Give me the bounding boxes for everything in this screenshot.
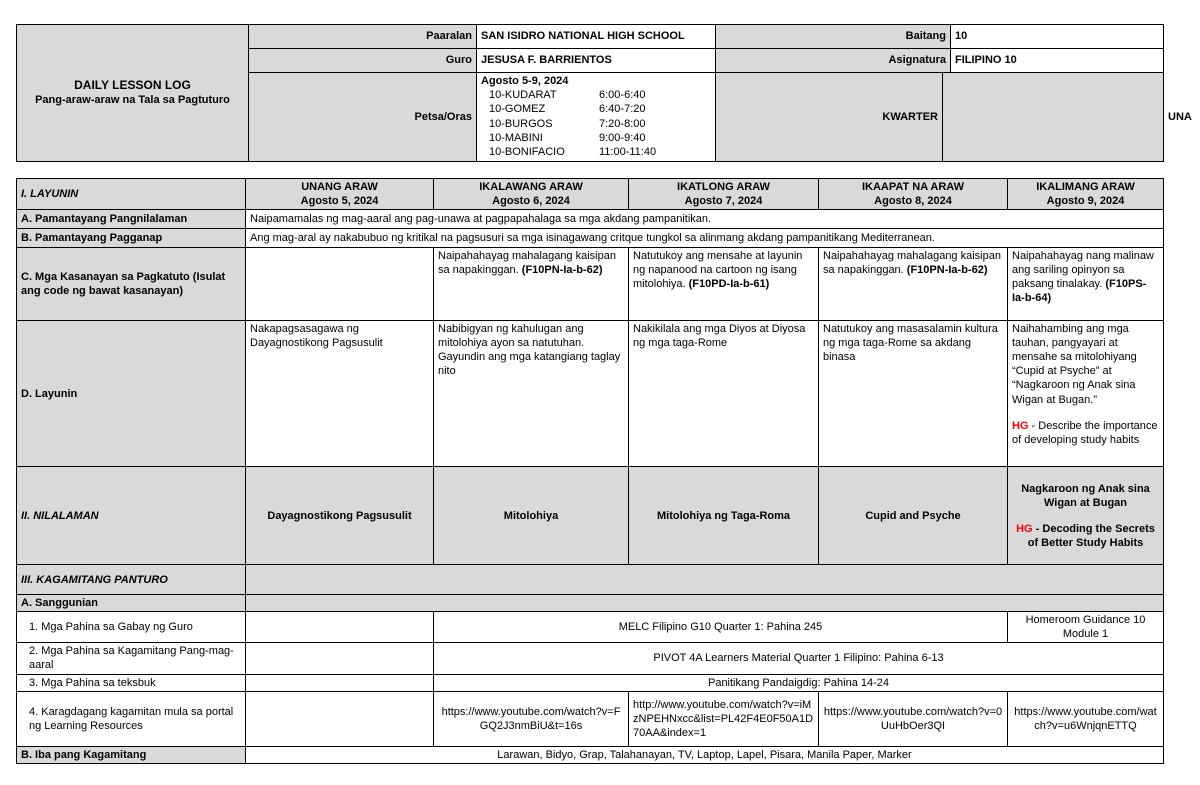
hg-note <box>1012 419 1159 447</box>
day-header <box>434 179 629 210</box>
table-row <box>17 229 1164 248</box>
empty-cell <box>246 612 434 643</box>
petsa-date: Agosto 5-9, 2024 <box>481 75 569 87</box>
iba-value: Larawan, Bidyo, Grap, Talahanayan, TV, Laptop, Lapel, Pisara, Manila Paper, Marker <box>246 746 1164 763</box>
pangnilalaman-value: Naipamamalas ng mag-aaral ang pag-unawa at pagpapahalaga sa mga akdang pampanitikan. <box>246 210 1164 229</box>
hg-text: - Describe the importance of developing study habits <box>1012 419 1158 446</box>
teksbuk-label: 3. Mga Pahina sa teksbuk <box>17 674 246 691</box>
kasanayan-text: Naipahahayag nang malinaw ang sariling opinyon sa paksang tinalakay. <box>1012 250 1154 291</box>
schedule-time: 11:00-11:40 <box>599 146 657 159</box>
iba-label: B. Iba pang Kagamitang <box>17 746 246 763</box>
nilalaman-cell: Mitolohiya ng Taga-Roma <box>629 467 819 565</box>
day-header <box>1008 179 1164 210</box>
pagganap-label: B. Pamantayang Pagganap <box>17 229 246 248</box>
gabay-value: MELC Filipino G10 Quarter 1: Pahina 245 <box>434 612 1008 643</box>
layunin-heading: I. LAYUNIN <box>17 179 246 210</box>
kasanayan-text: Natutukoy ang mensahe at layunin ng napanood na cartoon ng isang mitolohiya. <box>633 250 803 291</box>
kasanayan-code: (F10PN-Ia-b-62) <box>906 264 988 277</box>
gabay-value-hg: Homeroom Guidance 10 Module 1 <box>1008 612 1164 643</box>
sanggunian-label: A. Sanggunian <box>17 595 246 612</box>
kasanayan-code: (F10PD-Ia-b-61) <box>688 278 770 291</box>
day-header <box>629 179 819 210</box>
petsa-cell <box>477 73 716 162</box>
kasanayan-cell <box>246 248 434 321</box>
hg-note <box>1012 522 1159 550</box>
table-row <box>17 612 1164 643</box>
nilalaman-text: Nagkaroon ng Anak sina Wigan at Bugan <box>1021 482 1150 509</box>
schedule-list <box>481 88 711 159</box>
day-header <box>246 179 434 210</box>
portal-link[interactable]: http://www.youtube.com/watch?v=iMzNPEHNxcc&list=PL42F4E0F50A1D70AA&index=1 <box>629 691 819 746</box>
day-date: Agosto 7, 2024 <box>684 195 763 208</box>
portal-link[interactable]: https://www.youtube.com/watch?v=0UuHbOer3QI <box>819 691 1008 746</box>
schedule-section: 10-BONIFACIO <box>489 146 565 159</box>
day-date: Agosto 5, 2024 <box>300 195 379 208</box>
asignatura-value: FILIPINO 10 <box>951 49 1164 73</box>
asignatura-label: Asignatura <box>716 49 951 73</box>
kasanayan-code: (F10PN-Ia-b-62) <box>521 264 603 277</box>
kwarter-label: KWARTER <box>716 73 943 162</box>
header-table: DAILY LESSON LOG Pang-araw-araw na Tala sa Pagtuturo Paaralan SAN ISIDRO NATIONAL HIGH SCHOOL Baitang 10 Guro JESUSA F. BARRIENTOS Asignatura FILIPINO 10 Petsa/Oras Agosto 5-9, 2024 10-KUDARAT 6:00-6:40 10-GOMEZ 6:40-7:20 10-BURGOS 7:20-8:00 10-MABINI 9:00-9:40 10-BONIFACIO 11:00-11:40 KWARTER UNA <box>16 24 1164 162</box>
title-cell <box>17 25 249 162</box>
hg-tag: HG <box>1012 419 1029 432</box>
paaralan-value: SAN ISIDRO NATIONAL HIGH SCHOOL <box>477 25 716 49</box>
day-name: IKALIMANG ARAW <box>1036 181 1135 193</box>
guro-label: Guro <box>249 49 477 73</box>
hg-tag: HG <box>1016 522 1033 535</box>
kasanayan-cell <box>434 248 629 321</box>
kasanayan-cell <box>629 248 819 321</box>
empty-cell <box>246 643 434 674</box>
schedule-section: 10-KUDARAT <box>489 89 557 102</box>
guro-value: JESUSA F. BARRIENTOS <box>477 49 716 73</box>
table-row <box>17 674 1164 691</box>
kagamitang-mag-aaral-value: PIVOT 4A Learners Material Quarter 1 Filipino: Pahina 6-13 <box>434 643 1164 674</box>
nilalaman-cell: Dayagnostikong Pagsusulit <box>246 467 434 565</box>
layunin-cell <box>1008 321 1164 467</box>
kasanayan-code: (F10PS-Ia-b-64) <box>1012 278 1147 305</box>
kwarter-spacer <box>943 73 1164 162</box>
table-row <box>17 210 1164 229</box>
layunin-cell: Nakapagsasagawa ng Dayagnostikong Pagsusulit <box>246 321 434 467</box>
teksbuk-value: Panitikang Pandaigdig: Pahina 14-24 <box>434 674 1164 691</box>
table-row <box>17 565 1164 595</box>
petsa-label: Petsa/Oras <box>249 73 477 162</box>
pagganap-value: Ang mag-aral ay nakabubuo ng kritikal na pagsusuri sa mga isinagawang critque tungkol sa alinmang akdang pampanitikang Mediterranean. <box>246 229 1164 248</box>
day-name: IKATLONG ARAW <box>677 181 770 193</box>
portal-label: 4. Karagdagang kagamitan mula sa portal ng Learning Resources <box>17 691 246 746</box>
day-date: Agosto 8, 2024 <box>874 195 952 208</box>
sanggunian-spacer <box>246 595 1164 612</box>
layunin-cell: Natutukoy ang masasalamin kultura ng mga taga-Rome sa akdang binasa <box>819 321 1008 467</box>
kasanayan-text: Naipahahayag mahalagang kaisipan sa napakinggan. <box>438 250 616 277</box>
pangnilalaman-label: A. Pamantayang Pangnilalaman <box>17 210 246 229</box>
hg-text: - Decoding the Secrets of Better Study Habits <box>1027 522 1155 549</box>
schedule-time: 6:00-6:40 <box>599 89 646 102</box>
portal-link[interactable]: https://www.youtube.com/watch?v=u6WnjqnETTQ <box>1008 691 1164 746</box>
table-row <box>17 467 1164 565</box>
baitang-value: 10 <box>951 25 1164 49</box>
day-name: UNANG ARAW <box>301 181 378 193</box>
schedule-time: 7:20-8:00 <box>599 117 646 130</box>
table-row <box>17 643 1164 674</box>
nilalaman-cell <box>1008 467 1164 565</box>
nilalaman-heading: II. NILALAMAN <box>17 467 246 565</box>
schedule-time: 6:40-7:20 <box>599 103 646 116</box>
kagamitang-mag-aaral-label: 2. Mga Pahina sa Kagamitang Pang-mag-aaral <box>17 643 246 674</box>
layunin-text: Naihahambing ang mga tauhan, pangyayari at mensahe sa mitolohiyang “Cupid at Psyche” at “Nagkaroon ng Anak sina Wigan at Bugan.” <box>1012 323 1137 406</box>
day-date: Agosto 9, 2024 <box>1046 195 1125 208</box>
kasanayan-cell <box>819 248 1008 321</box>
kagamitan-heading: III. KAGAMITANG PANTURO <box>17 565 246 595</box>
day-date: Agosto 6, 2024 <box>492 195 570 208</box>
day-header <box>819 179 1008 210</box>
layunin-cell: Nakikilala ang mga Diyos at Diyosa ng mga taga-Rome <box>629 321 819 467</box>
nilalaman-cell: Cupid and Psyche <box>819 467 1008 565</box>
day-name: IKALAWANG ARAW <box>479 181 583 193</box>
kagamitan-spacer <box>246 565 1164 595</box>
day-header-row <box>17 179 1164 210</box>
nilalaman-cell: Mitolohiya <box>434 467 629 565</box>
baitang-label: Baitang <box>716 25 951 49</box>
lesson-table <box>16 178 1164 764</box>
layunin-label: D. Layunin <box>17 321 246 467</box>
empty-cell <box>246 674 434 691</box>
schedule-time: 9:00-9:40 <box>599 131 646 144</box>
table-row <box>17 595 1164 612</box>
table-row <box>17 746 1164 763</box>
page-subtitle: Pang-araw-araw na Tala sa Pagtuturo <box>35 94 230 107</box>
table-row <box>17 248 1164 321</box>
gabay-label: 1. Mga Pahina sa Gabay ng Guro <box>17 612 246 643</box>
empty-cell <box>246 691 434 746</box>
kasanayan-cell <box>1008 248 1164 321</box>
schedule-section: 10-GOMEZ <box>489 103 546 116</box>
page-title: DAILY LESSON LOG <box>74 78 191 93</box>
paaralan-label: Paaralan <box>249 25 477 49</box>
portal-link[interactable]: https://www.youtube.com/watch?v=FGQ2J3nmBiU&t=16s <box>434 691 629 746</box>
schedule-section: 10-MABINI <box>489 131 543 144</box>
table-row <box>17 321 1164 467</box>
layunin-cell: Nabibigyan ng kahulugan ang mitolohiya ayon sa natutuhan. Gayundin ang mga katangiang taglay nito <box>434 321 629 467</box>
day-name: IKAAPAT NA ARAW <box>861 181 965 193</box>
kasanayan-label: C. Mga Kasanayan sa Pagkatuto (Isulat ang code ng bawat kasanayan) <box>17 248 246 321</box>
kasanayan-text: Naipahahayag mahalagang kaisipan sa napakinggan. <box>823 250 1001 277</box>
table-row <box>17 691 1164 746</box>
schedule-section: 10-BURGOS <box>489 117 553 130</box>
